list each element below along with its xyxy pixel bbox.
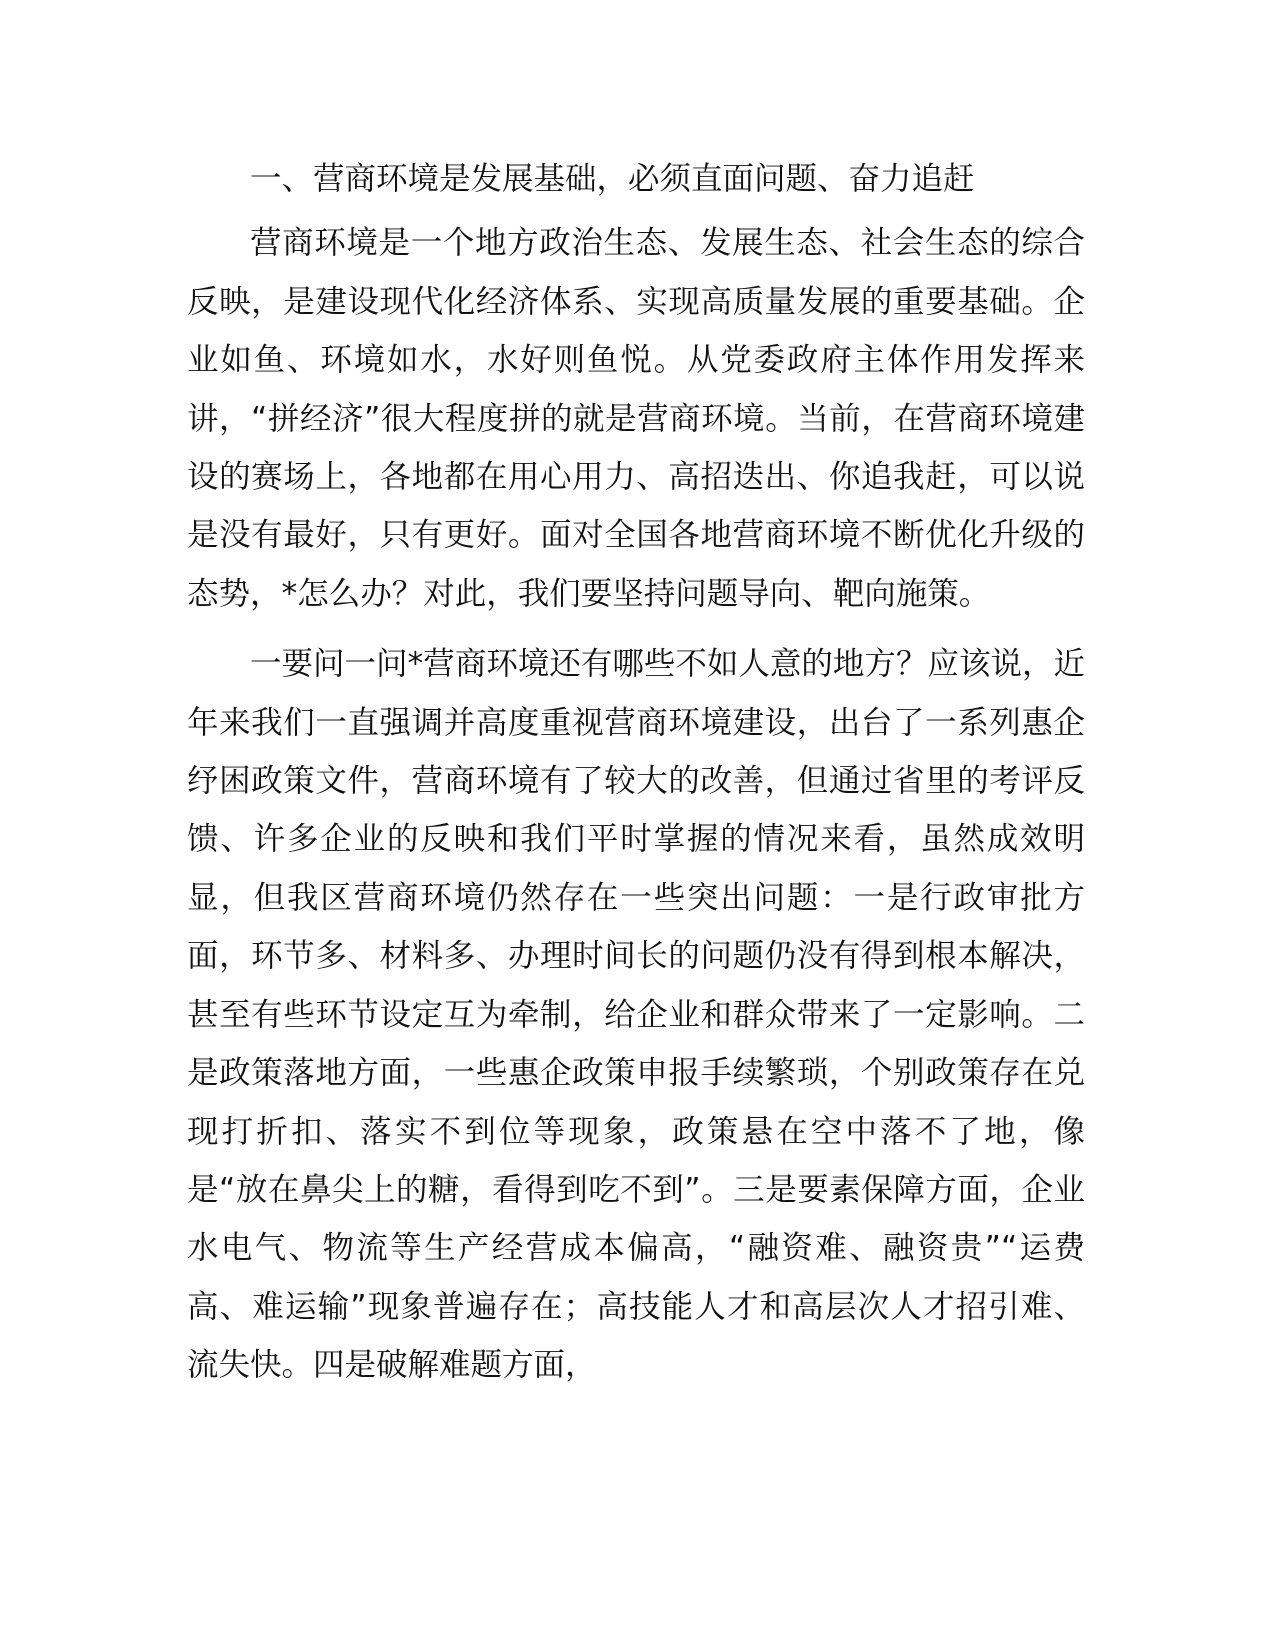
document-body bbox=[187, 150, 1085, 1407]
paragraph-1: 营商环境是一个地方政治生态、发展生态、社会生态的综合反映，是建设现代化经济体系、实现高质量发展的重要基础。企业如鱼、环境如水，水好则鱼悦。从党委政府主体作用发挥来讲，“拼经济”很大程度拼的就是营商环境。当前，在营商环境建设的赛场上，各地都在用心用力、高招迭出、你追我赶，可以说是没有最好，只有更好。面对全国各地营商环境不断优化升级的态势，*怎么办？对此，我们要坚持问题导向、靶向施策。 bbox=[187, 225, 1085, 612]
section-heading: 一、营商环境是发展基础，必须直面问题、奋力追赶 bbox=[250, 161, 975, 197]
paragraph-2: 一要问一问*营商环境还有哪些不如人意的地方？应该说，近年来我们一直强调并高度重视营商环境建设，出台了一系列惠企纾困政策文件，营商环境有了较大的改善，但通过省里的考评反馈、许多企业的反映和我们平时掌握的情况来看，虽然成效明显，但我区营商环境仍然存在一些突出问题：一是行政审批方面，环节多、材料多、办理时间长的问题仍没有得到根本解决，甚至有些环节设定互为牵制，给企业和群众带来了一定影响。二是政策落地方面，一些惠企政策申报手续繁琐，个别政策存在兑现打折扣、落实不到位等现象，政策悬在空中落不了地，像是“放在鼻尖上的糖，看得到吃不到”。三是要素保障方面，企业水电气、物流等生产经营成本偏高，“融资难、融资贵”“运费高、难运输”现象普遍存在；高技能人才和高层次人才招引难、流失快。四是破解难题方面， bbox=[187, 646, 1085, 1384]
